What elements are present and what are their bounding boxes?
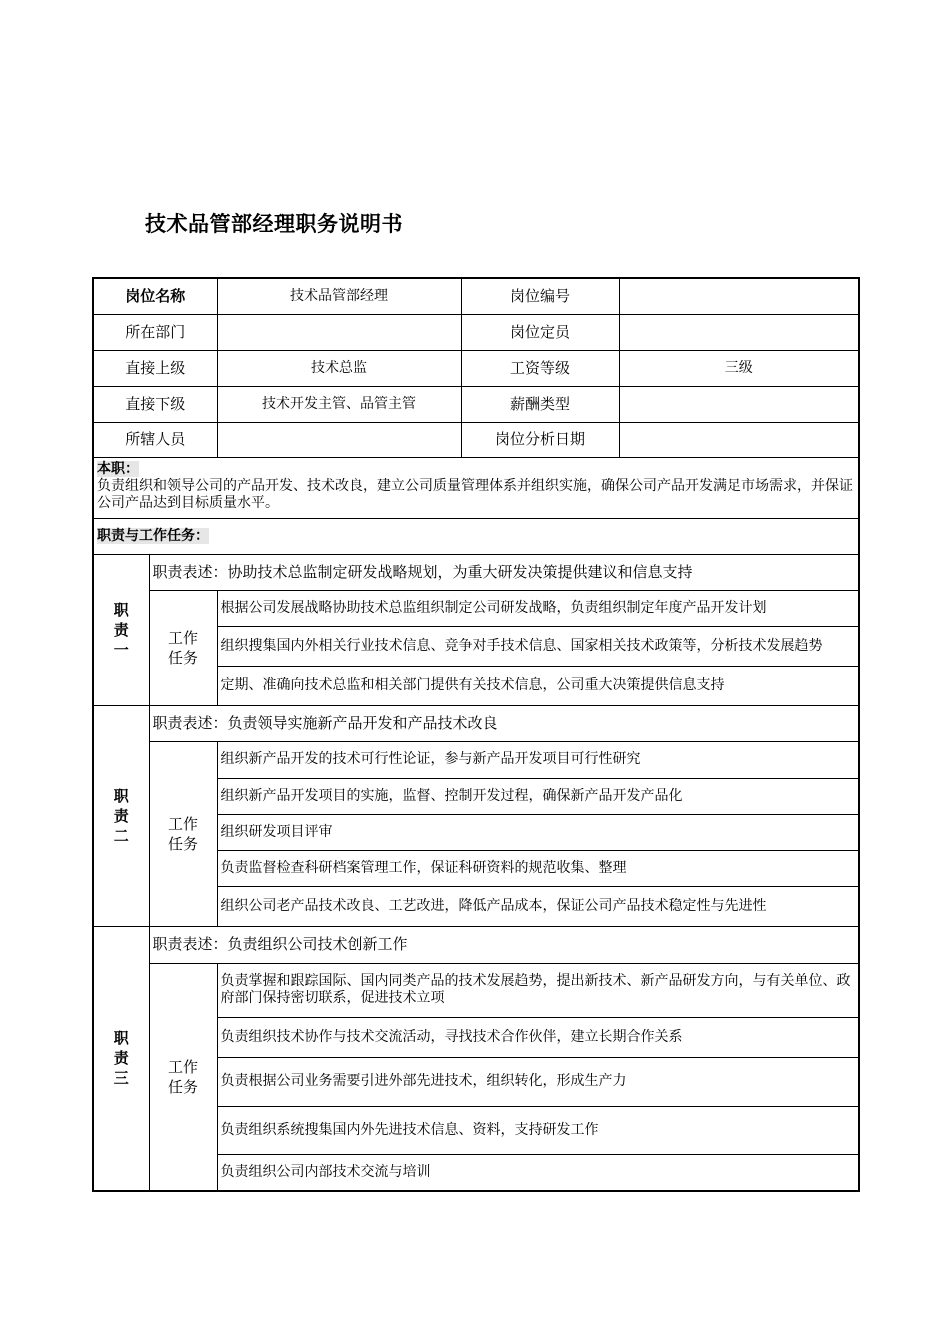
job-description-table <box>92 277 860 1192</box>
task-item: 组织新产品开发项目的实施，监督、控制开发过程，确保新产品开发产品化 <box>217 778 859 814</box>
field-value: 技术总监 <box>217 350 461 386</box>
duty-label-char: 职 <box>113 600 129 619</box>
field-value: 技术品管部经理 <box>217 278 461 314</box>
duties-header <box>93 518 859 554</box>
field-label: 岗位编号 <box>461 278 619 314</box>
duty-label-char: 责 <box>113 1049 129 1068</box>
benzhi-row <box>93 457 859 518</box>
duty-desc-row <box>93 705 859 741</box>
info-row <box>93 350 859 386</box>
duty-label-char: 责 <box>113 806 129 825</box>
info-row <box>93 422 859 457</box>
field-value <box>619 278 859 314</box>
field-label: 岗位名称 <box>93 278 217 314</box>
task-item: 负责根据公司业务需要引进外部先进技术，组织转化，形成生产力 <box>217 1057 859 1106</box>
task-item: 负责组织公司内部技术交流与培训 <box>217 1154 859 1191</box>
benzhi-cell <box>93 457 859 518</box>
duties-header-row <box>93 518 859 554</box>
task-label <box>149 963 217 1191</box>
duty-label-char: 一 <box>113 640 129 659</box>
duty-description: 职责表述：负责领导实施新产品开发和产品技术改良 <box>149 705 859 741</box>
task-label-line: 工作 <box>168 814 199 833</box>
task-row <box>93 590 859 626</box>
task-label-line: 工作 <box>168 628 199 647</box>
task-item: 定期、准确向技术总监和相关部门提供有关技术信息，公司重大决策提供信息支持 <box>217 666 859 705</box>
task-row <box>93 963 859 1017</box>
duty-label-char: 职 <box>113 1029 129 1048</box>
duty-label-char: 三 <box>113 1069 129 1088</box>
duty-label-char: 职 <box>113 786 129 805</box>
duty-label <box>93 705 149 926</box>
field-value <box>217 422 461 457</box>
task-label-line: 任务 <box>168 1077 199 1096</box>
duty-description: 职责表述：协助技术总监制定研发战略规划，为重大研发决策提供建议和信息支持 <box>149 554 859 590</box>
field-label: 工资等级 <box>461 350 619 386</box>
task-row <box>93 741 859 778</box>
field-label: 直接上级 <box>93 350 217 386</box>
field-value <box>217 314 461 350</box>
document-title: 技术品管部经理职务说明书 <box>145 212 403 236</box>
task-item: 组织搜集国内外相关行业技术信息、竞争对手技术信息、国家相关技术政策等，分析技术发展趋势 <box>217 626 859 666</box>
task-item: 组织公司老产品技术改良、工艺改进，降低产品成本，保证公司产品技术稳定性与先进性 <box>217 886 859 926</box>
duty-label <box>93 554 149 705</box>
field-label: 岗位定员 <box>461 314 619 350</box>
info-row <box>93 278 859 314</box>
task-item: 负责组织系统搜集国内外先进技术信息、资料，支持研发工作 <box>217 1106 859 1154</box>
task-label-line: 任务 <box>168 648 199 667</box>
benzhi-label-text: 本职： <box>97 460 139 477</box>
field-value <box>619 386 859 422</box>
task-item: 负责组织技术协作与技术交流活动，寻找技术合作伙伴，建立长期合作关系 <box>217 1017 859 1057</box>
duty-label-char: 责 <box>113 620 129 639</box>
task-label-line: 任务 <box>168 834 199 853</box>
duties-header-text: 职责与工作任务： <box>97 527 209 544</box>
duty-description: 职责表述：负责组织公司技术创新工作 <box>149 926 859 963</box>
field-value: 技术开发主管、品管主管 <box>217 386 461 422</box>
benzhi-label <box>97 461 855 478</box>
info-row <box>93 314 859 350</box>
field-value <box>619 314 859 350</box>
field-label: 薪酬类型 <box>461 386 619 422</box>
task-label <box>149 590 217 705</box>
duty-label <box>93 926 149 1191</box>
field-label: 所在部门 <box>93 314 217 350</box>
task-item: 负责监督检查科研档案管理工作，保证科研资料的规范收集、整理 <box>217 850 859 886</box>
task-label-line: 工作 <box>168 1057 199 1076</box>
task-item: 组织新产品开发的技术可行性论证，参与新产品开发项目可行性研究 <box>217 741 859 778</box>
duty-label-char: 二 <box>113 826 129 845</box>
field-label: 直接下级 <box>93 386 217 422</box>
task-label <box>149 741 217 926</box>
field-label: 所辖人员 <box>93 422 217 457</box>
duty-desc-row <box>93 926 859 963</box>
field-label: 岗位分析日期 <box>461 422 619 457</box>
benzhi-text: 负责组织和领导公司的产品开发、技术改良，建立公司质量管理体系并组织实施，确保公司产品开发满足市场需求，并保证公司产品达到目标质量水平。 <box>97 477 853 511</box>
info-row <box>93 386 859 422</box>
task-item: 负责掌握和跟踪国际、国内同类产品的技术发展趋势，提出新技术、新产品研发方向，与有关单位、政府部门保持密切联系，促进技术立项 <box>217 963 859 1017</box>
field-value: 三级 <box>619 350 859 386</box>
field-value <box>619 422 859 457</box>
task-item: 根据公司发展战略协助技术总监组织制定公司研发战略，负责组织制定年度产品开发计划 <box>217 590 859 626</box>
duty-desc-row <box>93 554 859 590</box>
task-item: 组织研发项目评审 <box>217 814 859 850</box>
